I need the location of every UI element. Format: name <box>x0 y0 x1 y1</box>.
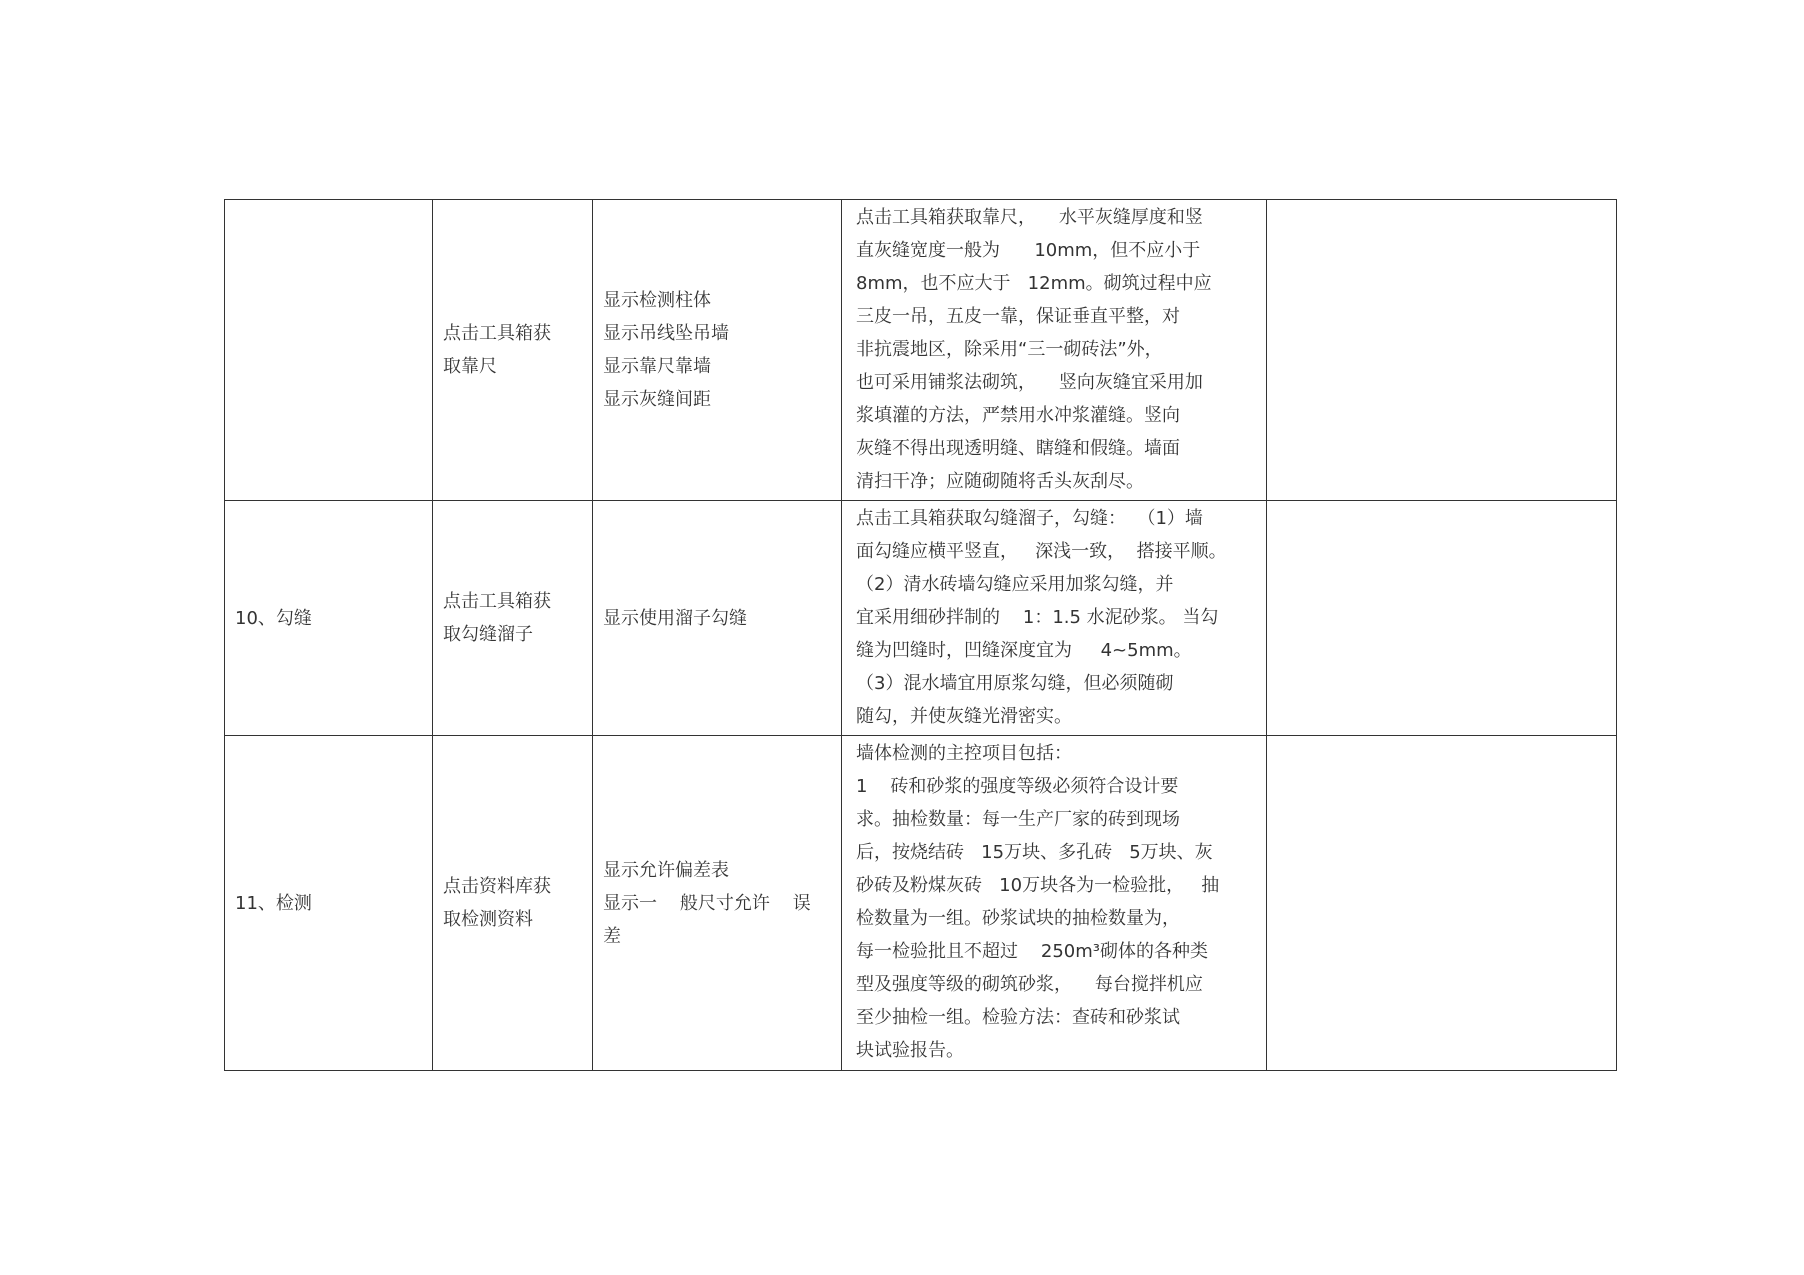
description-line: 砂砖及粉煤灰砖 10万块各为一检验批， 抽 <box>856 875 1220 896</box>
description-line: 型及强度等级的砌筑砂浆， 每台搅拌机应 <box>856 974 1203 995</box>
description-cell <box>842 736 1267 1071</box>
description-line: 随勾，并使灰缝光滑密实。 <box>856 706 1072 727</box>
display-line: 显示吊线坠吊墙 <box>603 323 729 344</box>
table-row <box>225 501 1617 736</box>
table-row <box>225 736 1617 1071</box>
action-line: 取靠尺 <box>443 356 497 377</box>
description-line: 宜采用细砂拌制的 1：1.5 水泥砂浆。 当勾 <box>856 607 1219 628</box>
step-cell <box>225 736 433 1071</box>
remark-cell <box>1267 501 1617 736</box>
description-line: 缝为凹缝时，凹缝深度宜为 4~5mm。 <box>856 640 1192 661</box>
description-line: （2）清水砖墙勾缝应采用加浆勾缝，并 <box>856 574 1174 595</box>
action-line: 取勾缝溜子 <box>443 624 533 645</box>
description-line: 非抗震地区，除采用“三一砌砖法”外， <box>856 339 1163 360</box>
display-line: 显示检测柱体 <box>603 290 711 311</box>
step-cell <box>225 501 433 736</box>
description-line: 浆填灌的方法，严禁用水冲浆灌缝。竖向 <box>856 405 1180 426</box>
description-line: 检数量为一组。砂浆试块的抽检数量为， <box>856 908 1180 929</box>
procedure-table <box>224 199 1617 1071</box>
description-line: 8mm，也不应大于 12mm。砌筑过程中应 <box>856 273 1212 294</box>
description-line: 墙体检测的主控项目包括： <box>856 743 1072 764</box>
description-line: 1 砖和砂浆的强度等级必须符合设计要 <box>856 776 1179 797</box>
display-line: 显示使用溜子勾缝 <box>603 607 747 629</box>
remark-cell <box>1267 200 1617 501</box>
display-cell <box>593 736 842 1071</box>
remark-cell <box>1267 736 1617 1071</box>
description-line: 也可采用铺浆法砌筑， 竖向灰缝宜采用加 <box>856 372 1203 393</box>
action-line: 点击资料库获 <box>443 876 551 897</box>
description-line: （3）混水墙宜用原浆勾缝，但必须随砌 <box>856 673 1174 694</box>
description-line: 块试验报告。 <box>856 1040 964 1061</box>
description-line: 三皮一吊，五皮一靠，保证垂直平整，对 <box>856 306 1180 327</box>
description-line: 灰缝不得出现透明缝、瞎缝和假缝。墙面 <box>856 438 1180 459</box>
table-row <box>225 200 1617 501</box>
action-cell <box>433 501 593 736</box>
action-line: 点击工具箱获 <box>443 323 551 344</box>
description-line: 面勾缝应横平竖直， 深浅一致， 搭接平顺。 <box>856 541 1227 562</box>
action-line: 取检测资料 <box>443 909 533 930</box>
display-line: 显示灰缝间距 <box>603 389 711 410</box>
action-cell <box>433 736 593 1071</box>
action-line: 点击工具箱获 <box>443 591 551 612</box>
description-line: 直灰缝宽度一般为 10mm，但不应小于 <box>856 240 1201 261</box>
display-cell <box>593 501 842 736</box>
description-line: 至少抽检一组。检验方法：查砖和砂浆试 <box>856 1007 1180 1028</box>
description-line: 点击工具箱获取靠尺， 水平灰缝厚度和竖 <box>856 207 1203 228</box>
description-cell <box>842 501 1267 736</box>
description-line: 求。抽检数量：每一生产厂家的砖到现场 <box>856 809 1180 830</box>
step-cell <box>225 200 433 501</box>
step-label: 11、检测 <box>235 892 312 914</box>
description-line: 点击工具箱获取勾缝溜子，勾缝： （1）墙 <box>856 508 1203 529</box>
display-line: 差 <box>603 925 621 947</box>
display-line: 显示允许偏差表 <box>603 859 729 881</box>
description-line: 每一检验批且不超过 250m³砌体的各种类 <box>856 941 1208 962</box>
display-cell <box>593 200 842 501</box>
display-line: 显示一 般尺寸允许 误 <box>603 892 811 914</box>
description-cell <box>842 200 1267 501</box>
action-cell <box>433 200 593 501</box>
description-line: 清扫干净；应随砌随将舌头灰刮尽。 <box>856 471 1144 492</box>
display-line: 显示靠尺靠墙 <box>603 356 711 377</box>
description-line: 后，按烧结砖 15万块、多孔砖 5万块、灰 <box>856 842 1213 863</box>
step-label: 10、勾缝 <box>235 607 312 629</box>
